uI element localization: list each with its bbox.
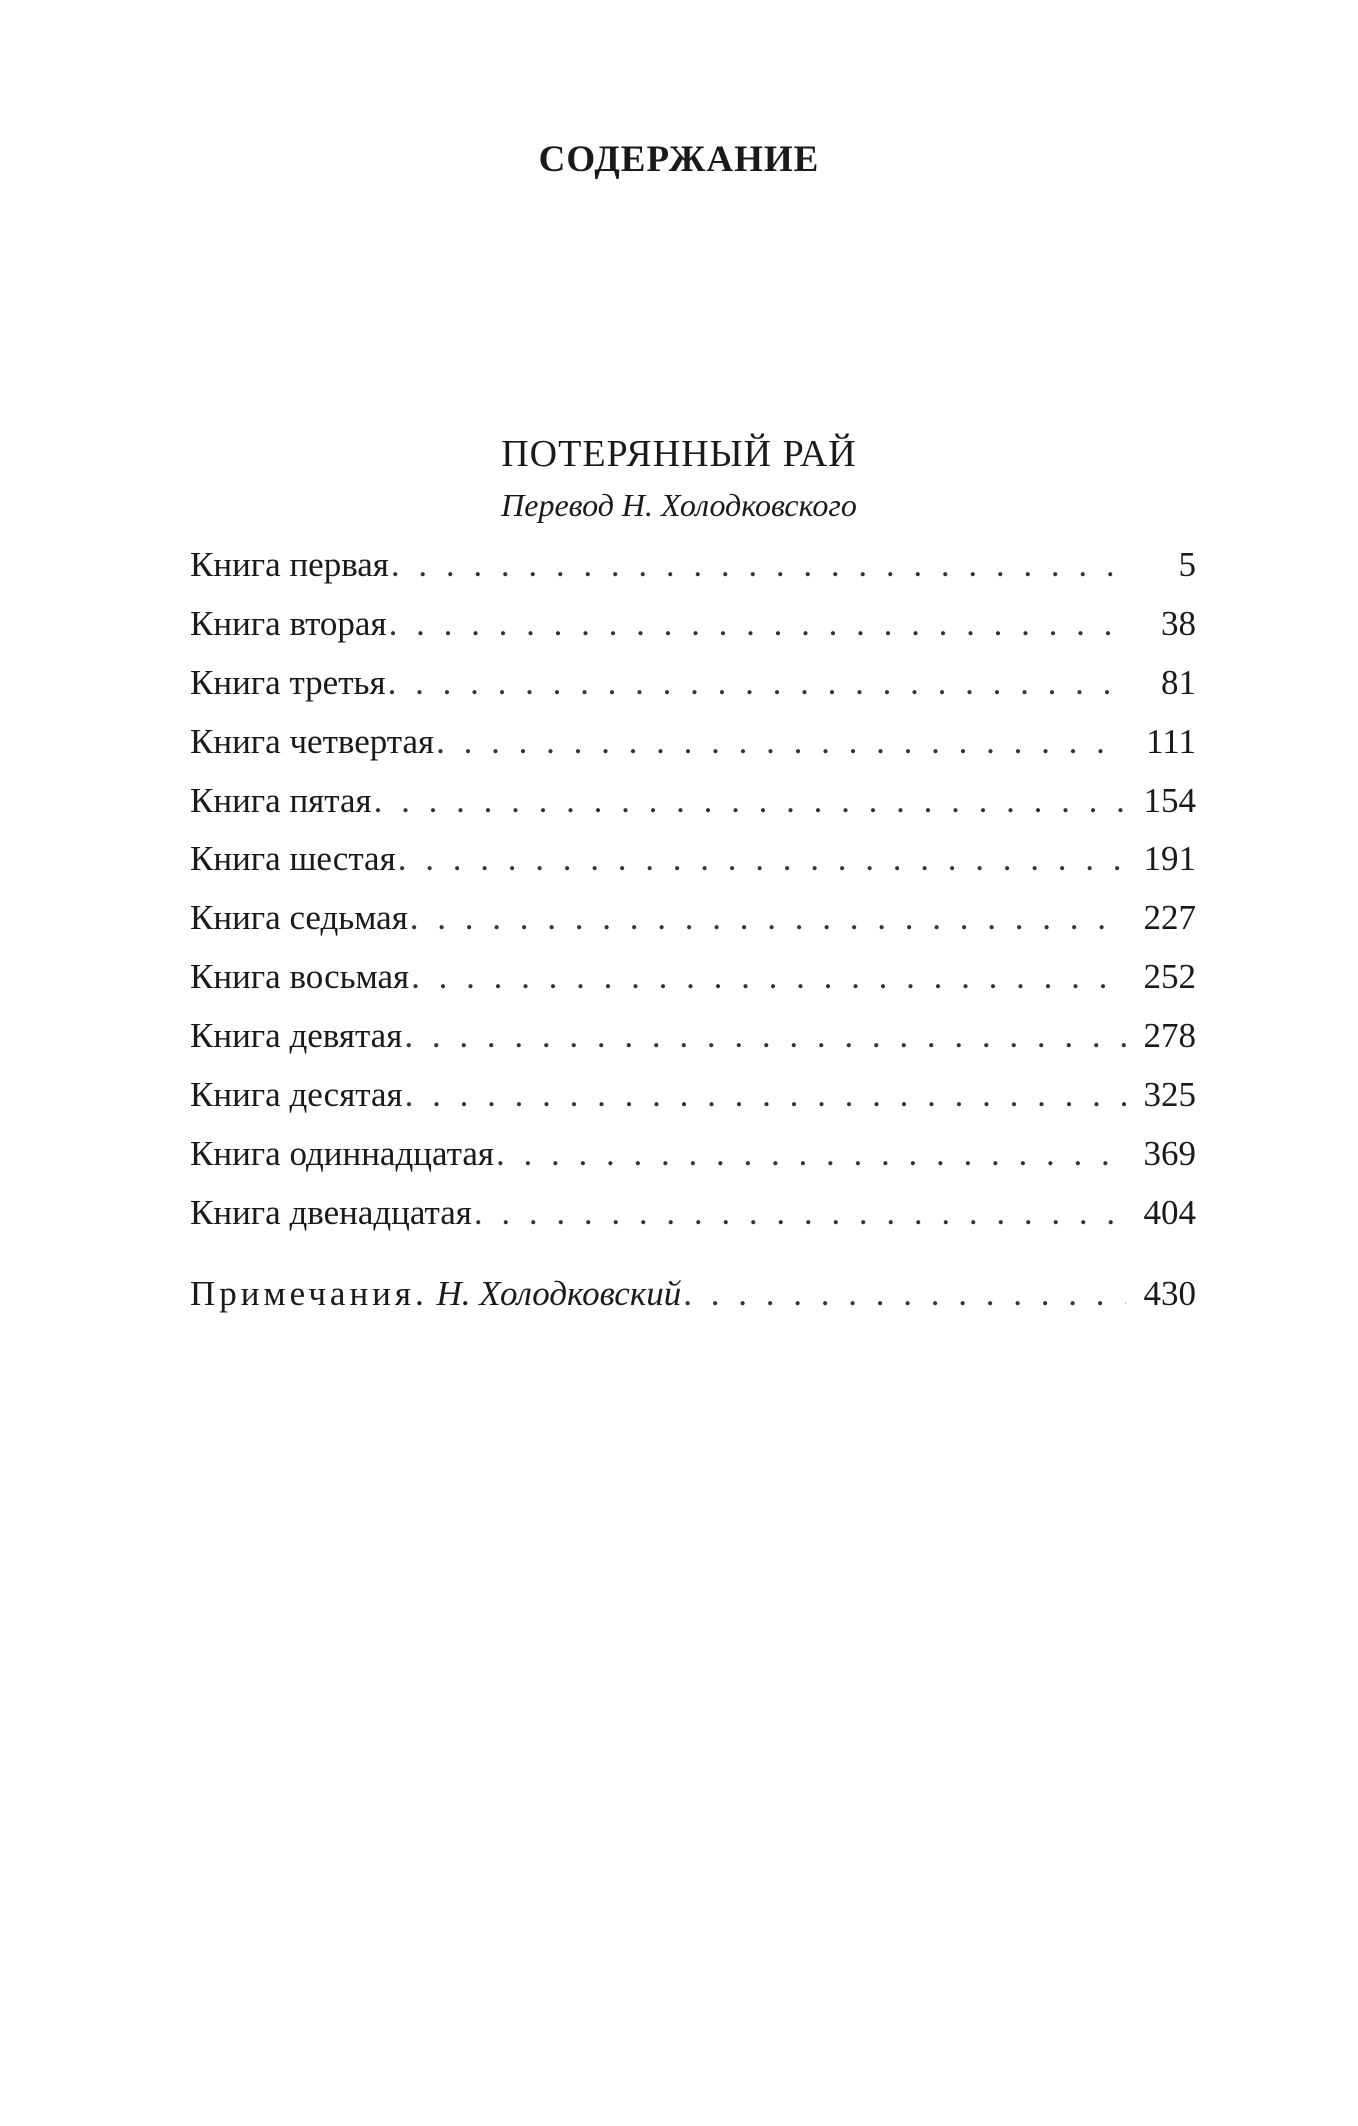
toc-page-number: 404 [1143, 1192, 1196, 1232]
toc-page-number: 227 [1143, 898, 1196, 938]
work-title: ПОТЕРЯННЫЙ РАЙ [501, 433, 857, 475]
toc-entry-book-10[interactable] [190, 1075, 1196, 1134]
toc-page-number: 278 [1143, 1016, 1196, 1056]
contents-heading: СОДЕРЖАНИЕ [538, 139, 820, 180]
toc-entry-label: Книга вторая [190, 603, 387, 643]
dot-leader [404, 1016, 1126, 1056]
dot-leader [391, 545, 1126, 585]
toc-entry-label: Книга шестая [190, 839, 396, 879]
toc-page-number: 81 [1161, 662, 1196, 702]
toc-entry-label: Книга четвертая [190, 721, 435, 761]
toc-page-number: 369 [1143, 1133, 1196, 1173]
dot-leader [398, 839, 1126, 879]
dot-leader [683, 1274, 1126, 1314]
toc-page-number: 111 [1146, 721, 1196, 761]
toc-page-number: 38 [1161, 603, 1196, 643]
toc-entry-label: Книга девятая [190, 1016, 403, 1056]
toc-page-number: 154 [1143, 780, 1196, 820]
toc-entry-book-11[interactable] [190, 1134, 1196, 1193]
dot-leader [474, 1193, 1126, 1233]
dot-leader [411, 957, 1126, 997]
toc-page-number: 191 [1143, 839, 1196, 879]
toc-page-number: 325 [1143, 1075, 1196, 1115]
toc-entry-label: Книга восьмая [190, 957, 410, 997]
toc-entry-book-8[interactable] [190, 957, 1196, 1016]
toc-entry-label: Книга двенадцатая [190, 1192, 472, 1232]
dot-leader [388, 663, 1126, 703]
toc-entry-book-3[interactable] [190, 663, 1196, 722]
dot-leader [436, 722, 1126, 762]
toc-page-number: 5 [1178, 545, 1196, 584]
notes-label: Примечания. [190, 1273, 428, 1313]
toc-entry-notes[interactable] [190, 1274, 1196, 1333]
dot-leader [405, 1075, 1126, 1115]
translator-credit: Перевод Н. Холодковского [501, 487, 857, 523]
dot-leader [410, 898, 1126, 938]
notes-author: Н. Холодковский [436, 1273, 682, 1313]
toc-entry-label: Книга одиннадцатая [190, 1133, 494, 1173]
toc-entry-book-12[interactable] [190, 1193, 1196, 1252]
toc-entry-label: Книга десятая [190, 1075, 403, 1115]
toc-entry-label [190, 1274, 681, 1314]
toc-entry-label: Книга пятая [190, 780, 372, 820]
table-of-contents [190, 545, 1196, 1333]
toc-entry-book-6[interactable] [190, 839, 1196, 898]
toc-entry-book-1[interactable] [190, 545, 1196, 604]
toc-entry-label: Книга третья [190, 662, 386, 702]
toc-entry-book-2[interactable] [190, 604, 1196, 663]
toc-entry-book-5[interactable] [190, 781, 1196, 840]
toc-entry-book-4[interactable] [190, 722, 1196, 781]
toc-entry-book-9[interactable] [190, 1016, 1196, 1075]
dot-leader [389, 604, 1126, 644]
toc-entry-label: Книга седьмая [190, 898, 408, 938]
dot-leader [496, 1134, 1126, 1174]
toc-page-number: 252 [1143, 957, 1196, 997]
toc-entry-label: Книга первая [190, 545, 389, 584]
toc-page-number: 430 [1143, 1273, 1196, 1313]
toc-entry-book-7[interactable] [190, 898, 1196, 957]
dot-leader [374, 781, 1126, 821]
